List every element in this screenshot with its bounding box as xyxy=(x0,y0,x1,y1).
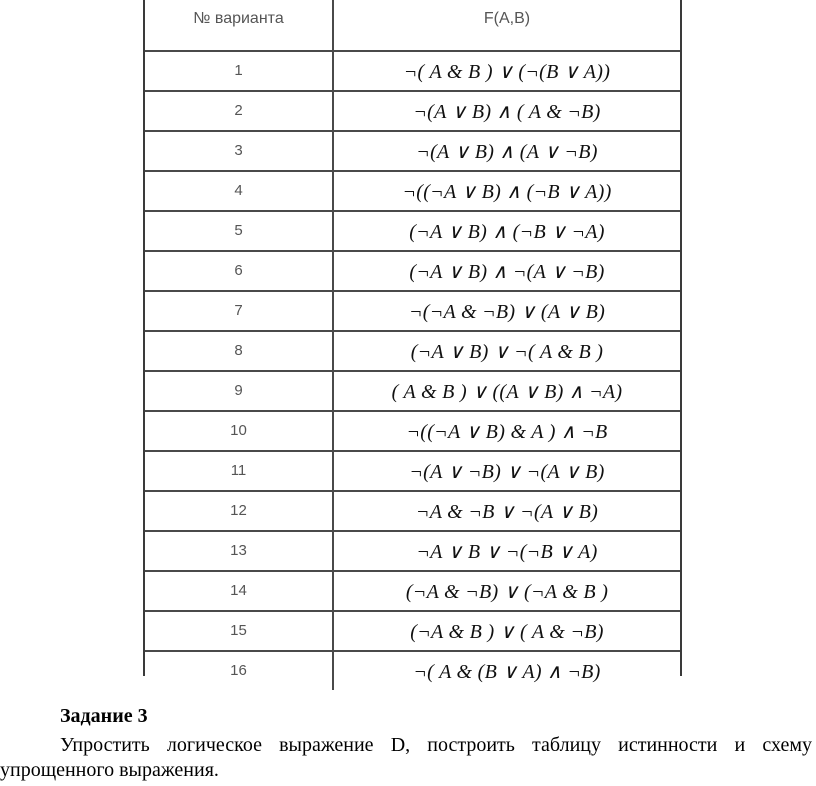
variant-number: 14 xyxy=(145,571,333,611)
logic-expression: ¬((¬A ∨ B) ∧ (¬B ∨ A)) xyxy=(333,171,680,211)
logic-expression: ¬(¬A & ¬B) ∨ (A ∨ B) xyxy=(333,291,680,331)
variant-number: 13 xyxy=(145,531,333,571)
variants-table-container xyxy=(143,0,682,683)
variant-number: 4 xyxy=(145,171,333,211)
logic-expression: ( A & B ) ∨ ((A ∨ B) ∧ ¬A) xyxy=(333,371,680,411)
logic-expression: ¬A ∨ B ∨ ¬(¬B ∨ A) xyxy=(333,531,680,571)
logic-expression: (¬A & B ) ∨ ( A & ¬B) xyxy=(333,611,680,651)
logic-expression: ¬(A ∨ B) ∧ (A ∨ ¬B) xyxy=(333,131,680,171)
logic-expression: ¬( A & B ) ∨ (¬(B ∨ A)) xyxy=(333,51,680,91)
variant-number: 5 xyxy=(145,211,333,251)
table-row xyxy=(145,651,680,690)
table-row xyxy=(145,411,680,451)
task-description: Упростить логическое выражение D, построить таблицу истинности и схему упрощенного выражения. xyxy=(0,734,812,781)
table-row xyxy=(145,331,680,371)
variant-number: 3 xyxy=(145,131,333,171)
variant-number: 15 xyxy=(145,611,333,651)
table-header-row xyxy=(145,0,680,51)
variant-number: 6 xyxy=(145,251,333,291)
table-row xyxy=(145,91,680,131)
table-row xyxy=(145,491,680,531)
logic-expression: (¬A ∨ B) ∧ (¬B ∨ ¬A) xyxy=(333,211,680,251)
variant-number: 8 xyxy=(145,331,333,371)
table-row xyxy=(145,251,680,291)
variant-number: 1 xyxy=(145,51,333,91)
variant-number: 7 xyxy=(145,291,333,331)
table-row xyxy=(145,451,680,491)
table-row xyxy=(145,371,680,411)
variant-number: 2 xyxy=(145,91,333,131)
table-row xyxy=(145,611,680,651)
logic-expression: (¬A ∨ B) ∨ ¬( A & B ) xyxy=(333,331,680,371)
table-row xyxy=(145,51,680,91)
variant-number: 9 xyxy=(145,371,333,411)
table-row xyxy=(145,131,680,171)
table-row xyxy=(145,171,680,211)
table-row xyxy=(145,211,680,251)
variants-table xyxy=(145,0,680,690)
variant-number: 11 xyxy=(145,451,333,491)
variant-number: 16 xyxy=(145,651,333,690)
header-variant-number: № варианта xyxy=(145,0,333,51)
logic-expression: (¬A ∨ B) ∧ ¬(A ∨ ¬B) xyxy=(333,251,680,291)
variant-number: 10 xyxy=(145,411,333,451)
table-row xyxy=(145,571,680,611)
logic-expression: ¬(A ∨ B) ∧ ( A & ¬B) xyxy=(333,91,680,131)
header-function: F(A,B) xyxy=(333,0,680,51)
table-row xyxy=(145,291,680,331)
table-row xyxy=(145,531,680,571)
logic-expression: ¬(A ∨ ¬B) ∨ ¬(A ∨ B) xyxy=(333,451,680,491)
logic-expression: ¬( A & (B ∨ A) ∧ ¬B) xyxy=(413,660,601,683)
variant-number: 12 xyxy=(145,491,333,531)
logic-expression: ¬((¬A ∨ B) & A ) ∧ ¬B xyxy=(333,411,680,451)
logic-expression: ¬A & ¬B ∨ ¬(A ∨ B) xyxy=(333,491,680,531)
logic-expression: (¬A & ¬B) ∨ (¬A & B ) xyxy=(333,571,680,611)
task-title: Задание 3 xyxy=(60,705,148,727)
